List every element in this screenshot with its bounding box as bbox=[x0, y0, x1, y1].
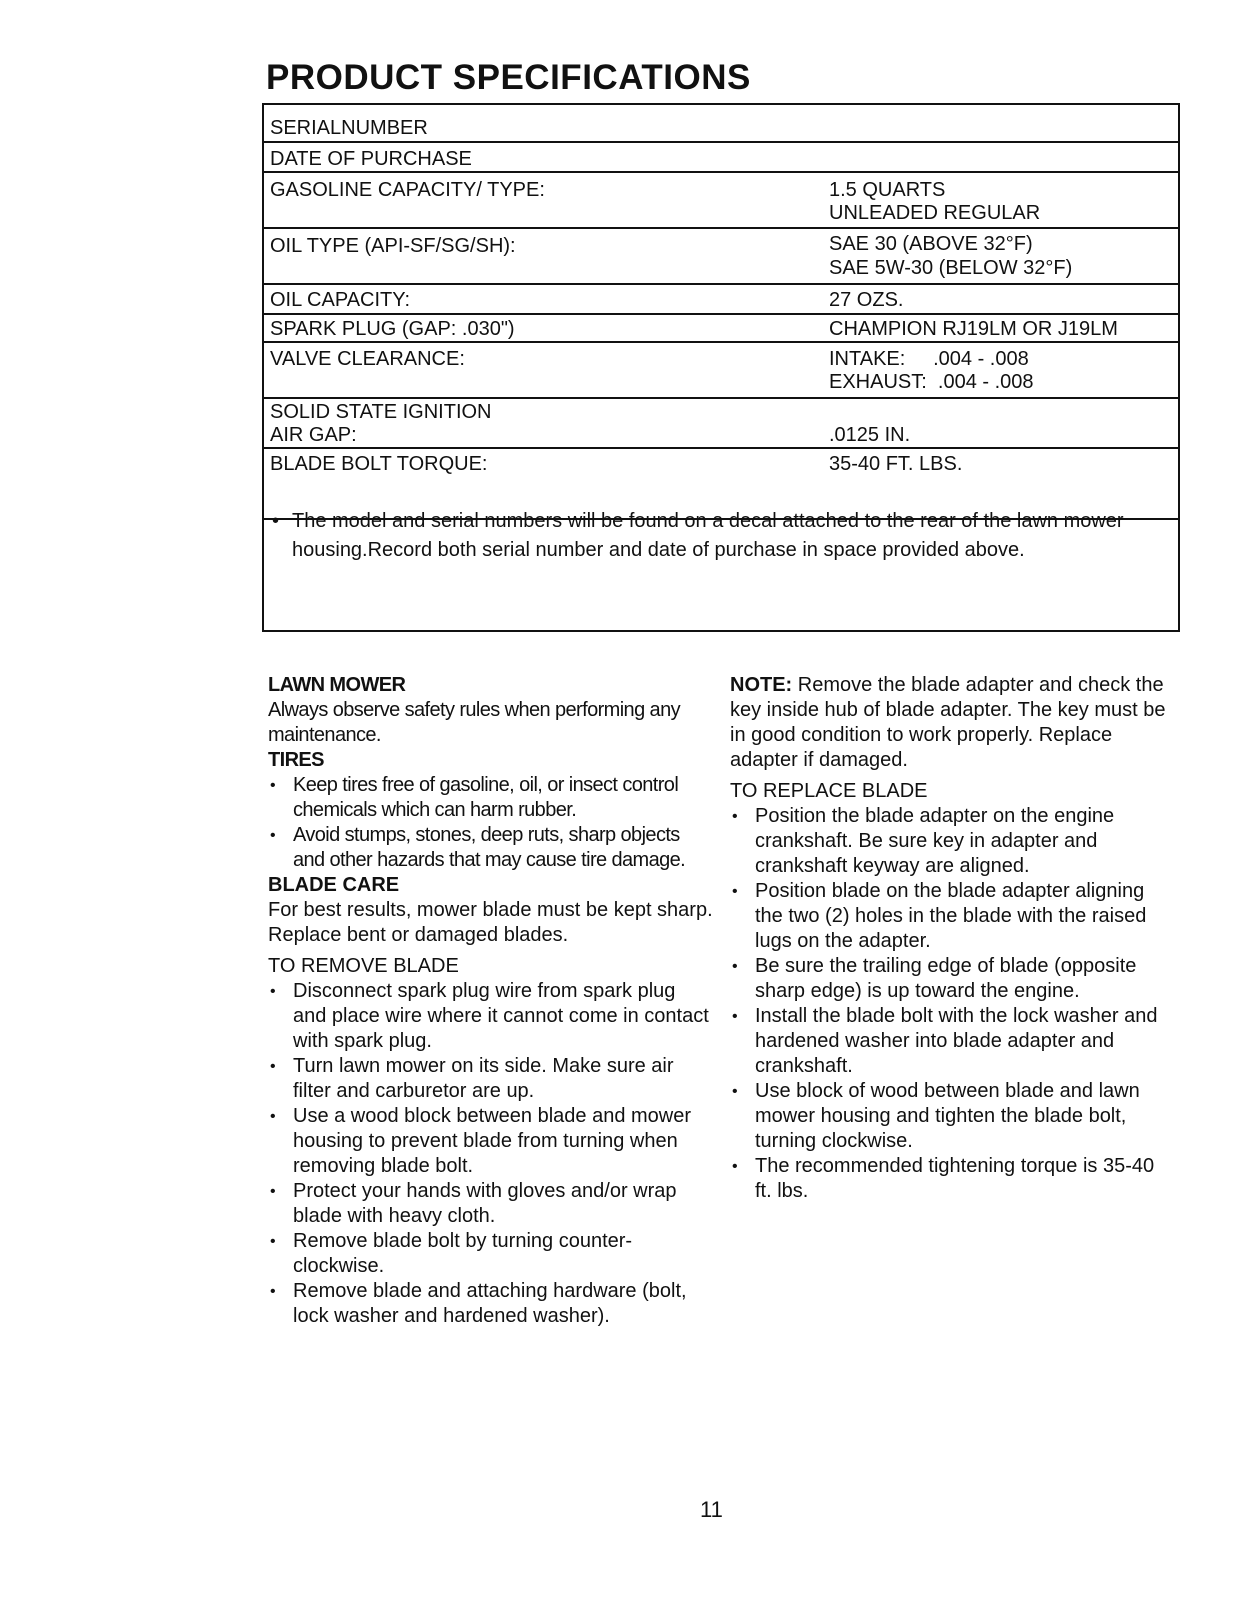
spec-value: 27 OZS. bbox=[829, 289, 904, 311]
list-item: • Be sure the trailing edge of blade (opposite sharp edge) is up toward the engine. bbox=[730, 954, 1175, 1004]
section-heading-remove-blade: TO REMOVE BLADE bbox=[268, 955, 459, 977]
spec-label: VALVE CLEARANCE: bbox=[270, 348, 465, 370]
remove-blade-list bbox=[268, 979, 713, 1329]
bullet-icon: • bbox=[272, 510, 280, 532]
spec-label: SPARK PLUG (GAP: .030") bbox=[270, 318, 515, 340]
list-item: • Remove blade bolt by turning counter-clockwise. bbox=[268, 1229, 713, 1279]
list-item: • Position the blade adapter on the engine crankshaft. Be sure key in adapter and crankshaft keyway are aligned. bbox=[730, 804, 1175, 879]
spec-label: GASOLINE CAPACITY/ TYPE: bbox=[270, 179, 545, 201]
list-item: • Use block of wood between blade and lawn mower housing and tighten the blade bolt, turning clockwise. bbox=[730, 1079, 1175, 1154]
spec-label: DATE OF PURCHASE bbox=[270, 148, 472, 170]
list-item: • Protect your hands with gloves and/or wrap blade with heavy cloth. bbox=[268, 1179, 713, 1229]
list-item: • Disconnect spark plug wire from spark plug and place wire where it cannot come in contact with spark plug. bbox=[268, 979, 713, 1054]
spec-row-valve-clearance bbox=[264, 343, 1178, 399]
spec-value: SAE 5W-30 (BELOW 32°F) bbox=[829, 257, 1073, 279]
spec-row-oil-capacity bbox=[264, 285, 1178, 315]
note-body: Remove the blade adapter and check the key inside hub of blade adapter. The key must be in good condition to work properly. Replace adapter if damaged. bbox=[730, 674, 1166, 771]
spec-row-spark-plug bbox=[264, 315, 1178, 343]
spec-label: AIR GAP: bbox=[270, 424, 357, 446]
spec-row-serial-number bbox=[264, 105, 1178, 143]
page-title: PRODUCT SPECIFICATIONS bbox=[266, 58, 751, 97]
note-text: The model and serial numbers will be found on a decal attached to the rear of the lawn mower housing.Record both serial number and date of purchase in space provided above. bbox=[292, 510, 1124, 561]
spec-row-blade-bolt-torque bbox=[264, 449, 1178, 485]
specifications-table bbox=[262, 103, 1180, 632]
spec-row-ignition-air-gap bbox=[264, 399, 1178, 449]
section-heading-blade-care: BLADE CARE bbox=[268, 874, 400, 896]
spec-row-oil-type bbox=[264, 229, 1178, 285]
spec-label: OIL CAPACITY: bbox=[270, 289, 411, 311]
spec-label: SERIALNUMBER bbox=[270, 117, 428, 139]
blade-care-text: For best results, mower blade must be kept sharp. Replace bent or damaged blades. bbox=[268, 899, 713, 946]
section-heading-replace-blade: TO REPLACE BLADE bbox=[730, 780, 928, 802]
tires-list bbox=[268, 773, 713, 873]
spec-row-date-of-purchase bbox=[264, 143, 1178, 173]
spec-row-gasoline bbox=[264, 173, 1178, 229]
spec-value: SAE 30 (ABOVE 32°F) bbox=[829, 233, 1033, 255]
page-number: 11 bbox=[700, 1497, 723, 1522]
spec-value: CHAMPION RJ19LM OR J19LM bbox=[829, 318, 1118, 340]
list-item: • Turn lawn mower on its side. Make sure air filter and carburetor are up. bbox=[268, 1054, 713, 1104]
list-item: • Remove blade and attaching hardware (bolt, lock washer and hardened washer). bbox=[268, 1279, 713, 1329]
right-column bbox=[730, 673, 1175, 1204]
spec-value: INTAKE: .004 - .008 bbox=[829, 348, 1029, 370]
list-item: • Position blade on the blade adapter aligning the two (2) holes in the blade with the raised lugs on the adapter. bbox=[730, 879, 1175, 954]
replace-blade-list bbox=[730, 804, 1175, 1204]
list-item: • Install the blade bolt with the lock washer and hardened washer into blade adapter and crankshaft. bbox=[730, 1004, 1175, 1079]
list-item: • Keep tires free of gasoline, oil, or insect control chemicals which can harm rubber. bbox=[268, 773, 713, 823]
note-label: NOTE: bbox=[730, 674, 793, 696]
spec-label: BLADE BOLT TORQUE: bbox=[270, 453, 488, 475]
spec-label: SOLID STATE IGNITION bbox=[270, 401, 492, 423]
spec-value: .0125 IN. bbox=[829, 424, 911, 446]
lawn-mower-text: Always observe safety rules when performing any maintenance. bbox=[268, 699, 681, 746]
left-column bbox=[268, 673, 713, 1329]
spec-value: UNLEADED REGULAR bbox=[829, 202, 1041, 224]
spec-value: EXHAUST: .004 - .008 bbox=[829, 371, 1034, 393]
spec-value: 35-40 FT. LBS. bbox=[829, 453, 963, 475]
list-item: • Use a wood block between blade and mower housing to prevent blade from turning when removing blade bolt. bbox=[268, 1104, 713, 1179]
section-heading-tires: TIRES bbox=[268, 749, 324, 771]
spec-value: 1.5 QUARTS bbox=[829, 179, 946, 201]
spec-label: OIL TYPE (API-SF/SG/SH): bbox=[270, 235, 516, 257]
list-item: • The recommended tightening torque is 35-40 ft. lbs. bbox=[730, 1154, 1175, 1204]
serial-number-note bbox=[270, 507, 1168, 565]
section-heading-lawn-mower: LAWN MOWER bbox=[268, 674, 406, 696]
adapter-note bbox=[730, 673, 1175, 773]
list-item: • Avoid stumps, stones, deep ruts, sharp objects and other hazards that may cause tire damage. bbox=[268, 823, 713, 873]
